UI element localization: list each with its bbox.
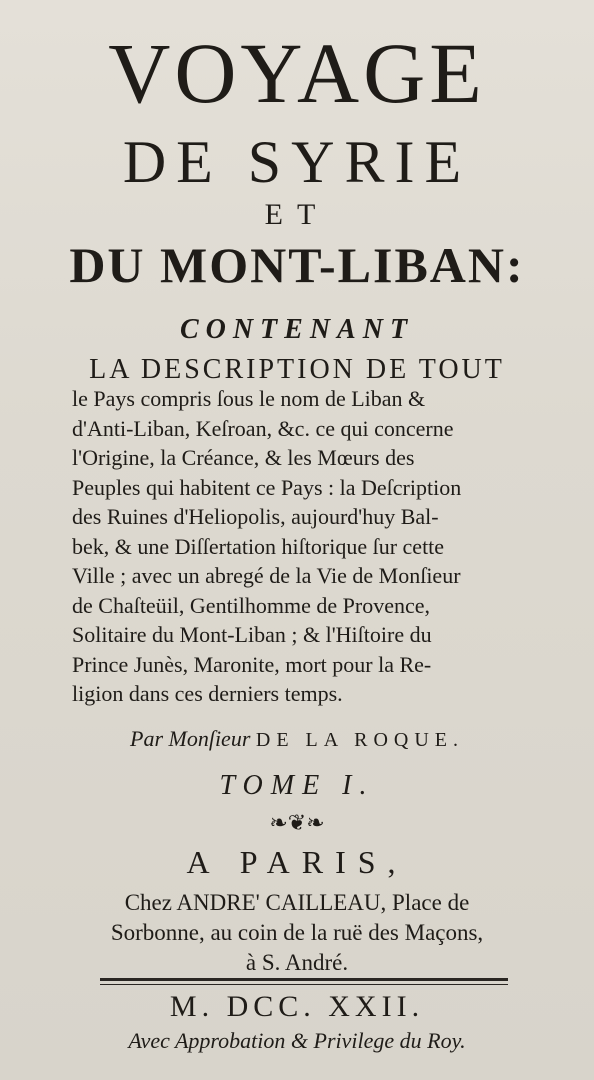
author-prefix: Par Monſieur — [130, 726, 251, 751]
description-line: Peuples qui habitent ce Pays : la Deſcription — [72, 474, 462, 500]
publisher-line: Sorbonne, au coin de la ruë des Maçons, — [110, 920, 484, 945]
title-de-syrie: DE SYRIE — [122, 129, 472, 195]
publisher-block — [0, 888, 594, 978]
description-line: de Chaſteüil, Gentilhomme de Provence, — [72, 592, 431, 618]
description-line: Prince Junès, Maronite, mort pour la Re- — [72, 651, 432, 677]
approbation-line: Avec Approbation & Privilege du Roy. — [128, 1028, 466, 1053]
author-line — [0, 728, 594, 750]
description-line: ligion dans ces derniers temps. — [72, 681, 343, 706]
fleuron-ornament-icon: ❧❦❧ — [269, 810, 325, 835]
author-name: DE LA ROQUE. — [255, 729, 464, 751]
description-line: l'Origine, la Créance, & les Mœurs des — [72, 445, 415, 470]
imprint-date: M. DCC. XXII. — [169, 990, 425, 1023]
imprint-place: A PARIS, — [186, 844, 408, 880]
description-lead: LA DESCRIPTION DE TOUT — [89, 354, 505, 385]
title-mont-liban: DU MONT-LIBAN: — [69, 237, 525, 293]
title-voyage: VOYAGE — [108, 25, 486, 121]
description-line: Solitaire du Mont-Liban ; & l'Hiſtoire du — [72, 622, 432, 647]
description-line: des Ruines d'Heliopolis, aujourd'huy Bal- — [72, 504, 439, 529]
description-line: Ville ; avec un abregé de la Vie de Monſieur — [72, 563, 461, 588]
description-line: bek, & une Diſſertation hiſtorique ſur cette — [72, 533, 445, 559]
contenant-heading: CONTENANT — [179, 314, 415, 345]
publisher-line: à S. André. — [245, 950, 349, 975]
publisher-line: Chez ANDRE' CAILLEAU, Place de — [124, 890, 470, 915]
description-line: le Pays compris ſous le nom de Liban & — [72, 386, 426, 411]
divider-rule-thin — [100, 984, 508, 985]
divider-rule — [100, 978, 508, 981]
description-body — [72, 384, 566, 709]
tome-label: TOME I. — [219, 770, 375, 801]
description-line: d'Anti-Liban, Keſroan, &c. ce qui concerne — [72, 415, 454, 441]
title-et: ET — [264, 198, 330, 231]
